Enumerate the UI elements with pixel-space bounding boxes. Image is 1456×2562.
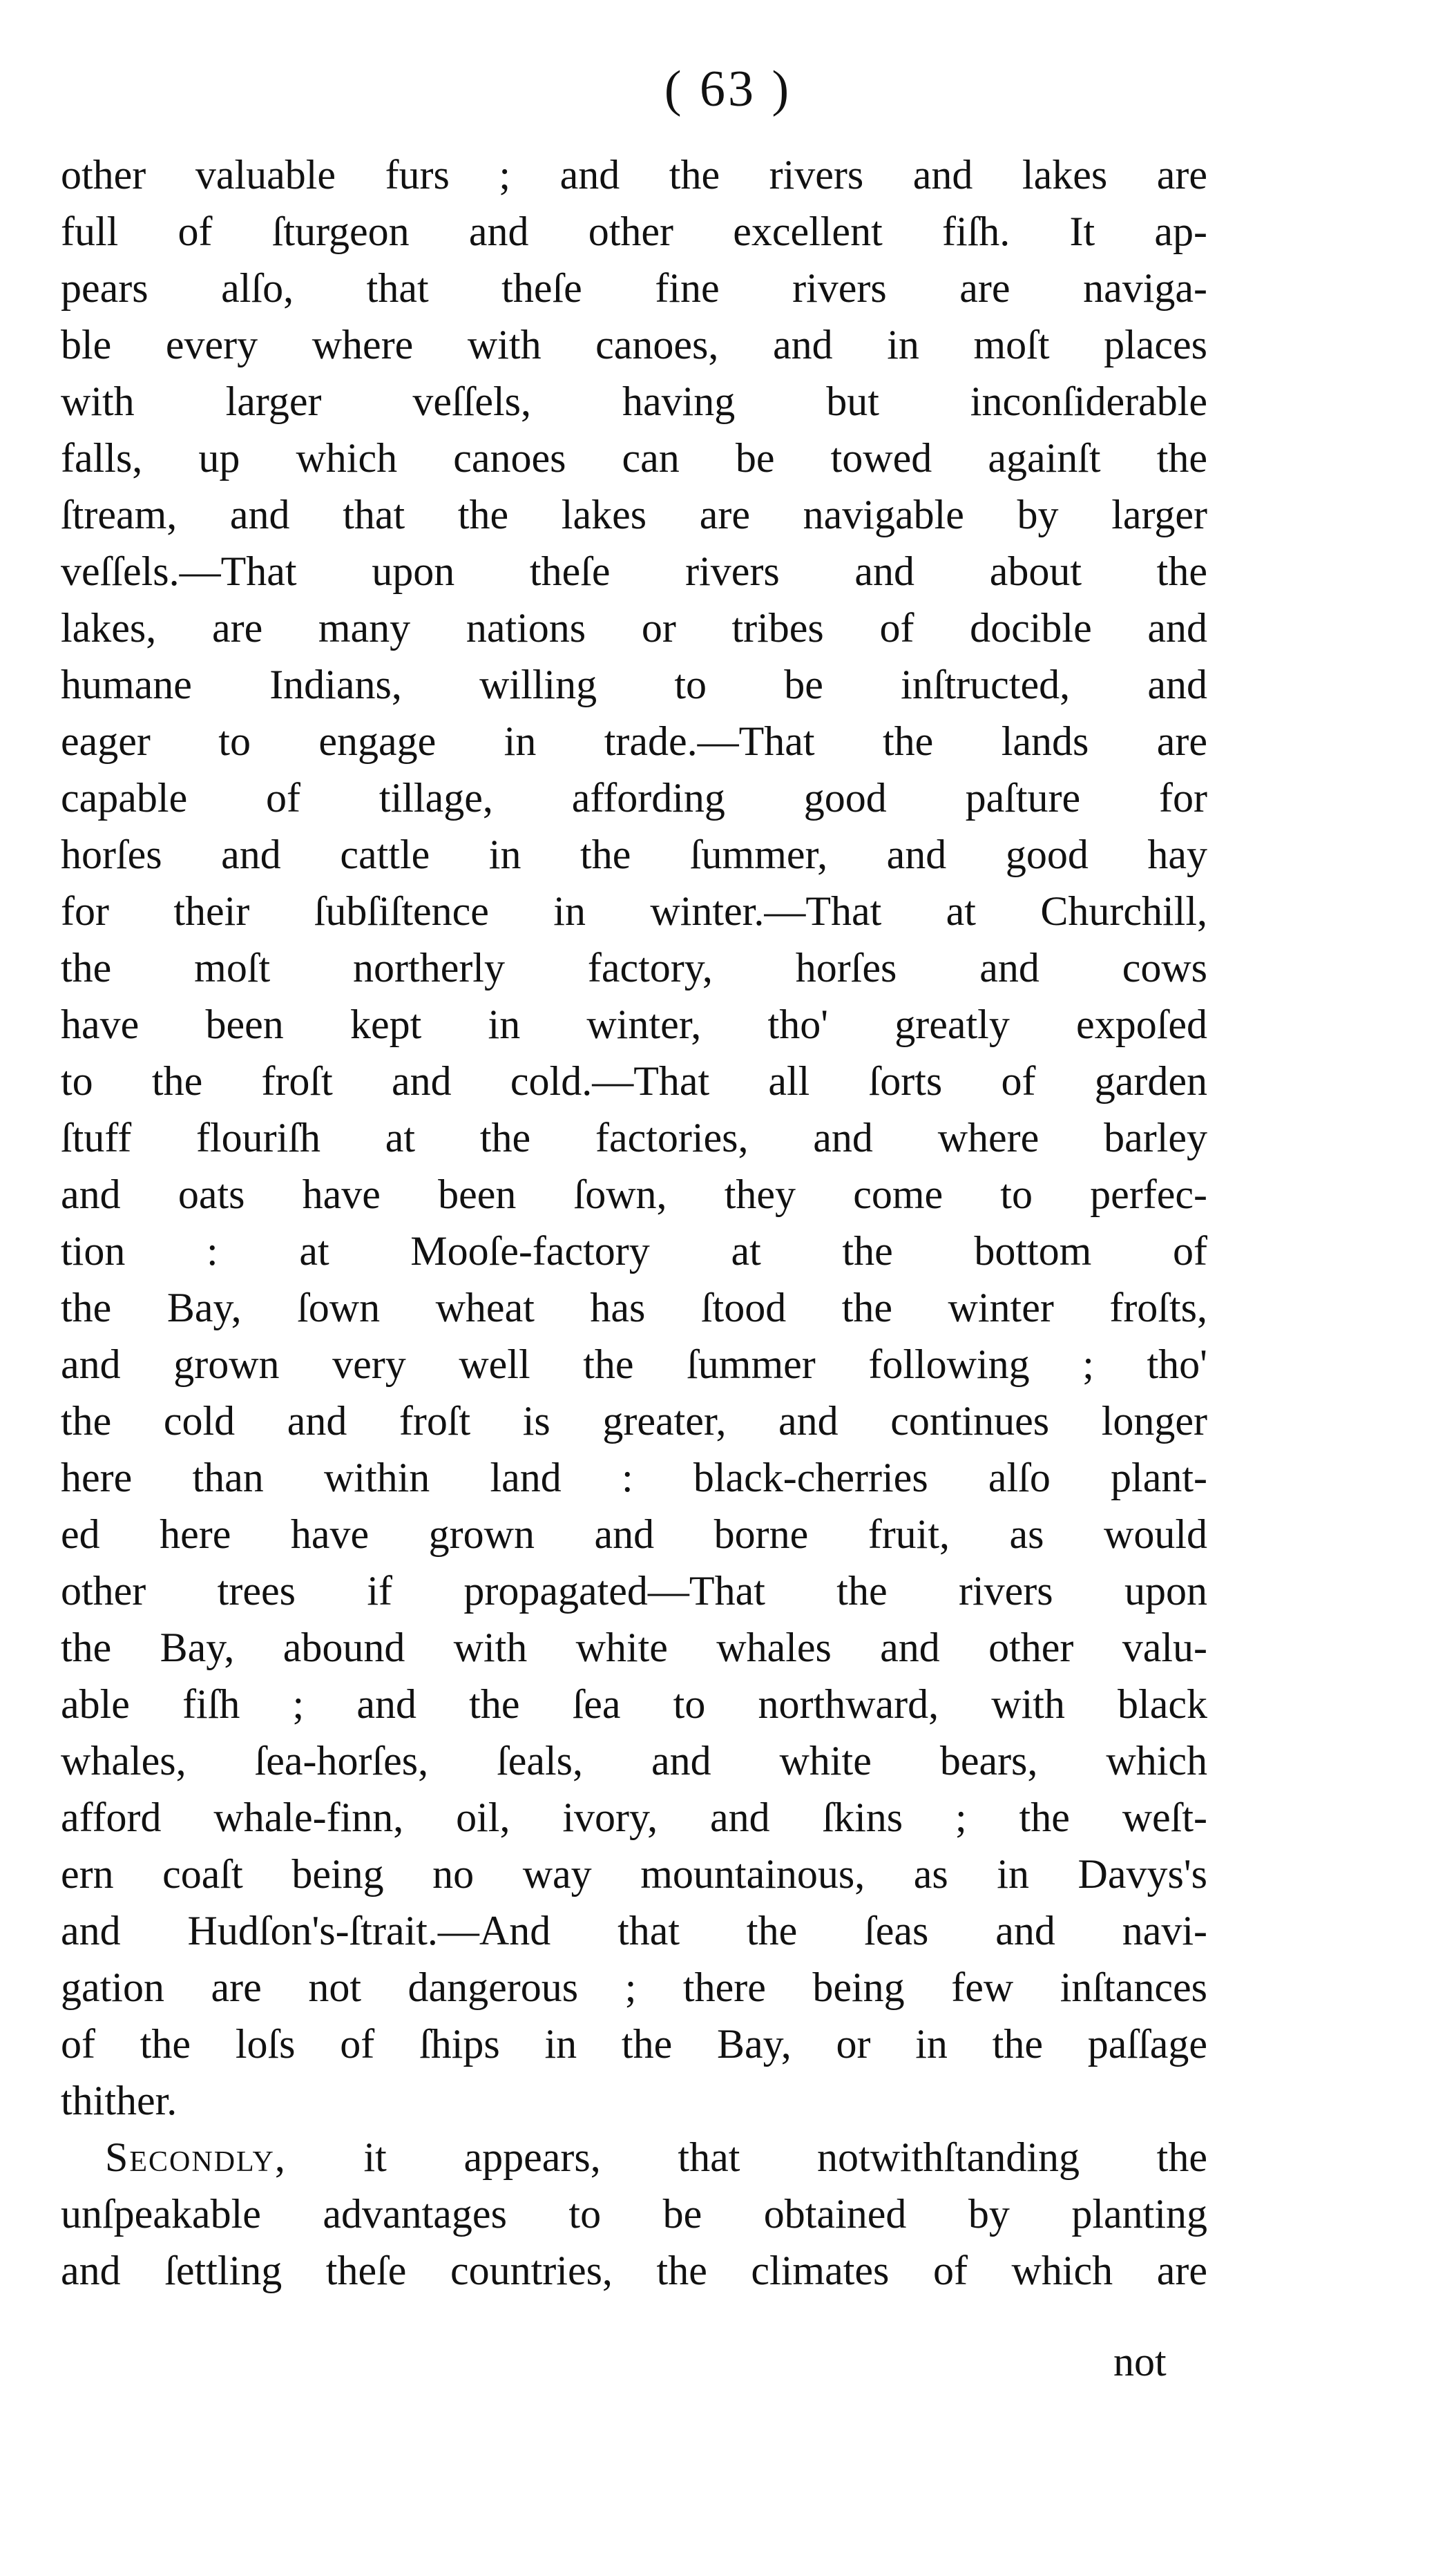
text-line: afford whale-finn, oil, ivory, and ſkins ; the weſt- xyxy=(61,1795,1207,1840)
text-line: capable of tillage, affording good paſture for xyxy=(61,775,1207,821)
text-line: for their ſubſiſtence in winter.—That at Churchill, xyxy=(61,888,1207,934)
paragraph-opening-text: it appears, that notwithſtanding the xyxy=(286,2134,1207,2180)
text-line: humane Indians, willing to be inſtructed, and xyxy=(61,662,1207,707)
body-text xyxy=(61,146,1207,2299)
text-line: eager to engage in trade.—That the lands are xyxy=(61,718,1207,764)
text-line: with larger veſſels, having but inconſiderable xyxy=(61,379,1207,424)
text-line: the cold and froſt is greater, and continues longer xyxy=(61,1398,1207,1444)
paragraph-opening-line xyxy=(61,2129,1207,2186)
text-line: gation are not dangerous ; there being few inſtances xyxy=(61,1964,1207,2010)
text-line: tion : at Mooſe-factory at the bottom of xyxy=(61,1228,1207,1274)
text-line: and oats have been ſown, they come to perfec- xyxy=(61,1172,1207,1217)
text-line: ed here have grown and borne fruit, as would xyxy=(61,1511,1207,1557)
text-line: the Bay, abound with white whales and other valu- xyxy=(61,1625,1207,1670)
text-line: ern coaſt being no way mountainous, as in Davys's xyxy=(61,1851,1207,1897)
text-line: horſes and cattle in the ſummer, and good hay xyxy=(61,832,1207,877)
text-line: veſſels.—That upon theſe rivers and about the xyxy=(61,548,1207,594)
text-line: ſtuff flouriſh at the factories, and where barley xyxy=(61,1115,1207,1160)
text-line: and Hudſon's-ſtrait.—And that the ſeas and navi- xyxy=(61,1908,1207,1953)
text-line: to the froſt and cold.—That all ſorts of garden xyxy=(61,1058,1207,1104)
text-line: and grown very well the ſummer following ; tho' xyxy=(61,1341,1207,1387)
text-line: here than within land : black-cherries alſo plant- xyxy=(61,1455,1207,1500)
text-line: full of ſturgeon and other excellent fiſh. It ap- xyxy=(61,209,1207,254)
page-number: ( 63 ) xyxy=(664,61,792,117)
text-line: ble every where with canoes, and in moſt places xyxy=(61,322,1207,367)
text-line: other trees if propagated—That the rivers upon xyxy=(61,1568,1207,1614)
text-line: have been kept in winter, tho' greatly expoſed xyxy=(61,1002,1207,1047)
text-line: the Bay, ſown wheat has ſtood the winter froſts, xyxy=(61,1285,1207,1330)
text-line: thither. xyxy=(61,2078,178,2123)
text-line: of the loſs of ſhips in the Bay, or in the paſſage xyxy=(61,2021,1207,2067)
text-line: other valuable furs ; and the rivers and lakes are xyxy=(61,152,1207,198)
text-line: pears alſo, that theſe fine rivers are naviga- xyxy=(61,265,1207,311)
text-line: unſpeakable advantages to be obtained by planting xyxy=(61,2191,1207,2237)
text-line: able fiſh ; and the ſea to northward, with black xyxy=(61,1681,1207,1727)
text-line: ſtream, and that the lakes are navigable by larger xyxy=(61,492,1207,537)
catchword: not xyxy=(1113,2339,1167,2384)
text-line: lakes, are many nations or tribes of docible and xyxy=(61,605,1207,651)
text-line: the moſt northerly factory, horſes and cows xyxy=(61,945,1207,991)
text-line: whales, ſea-horſes, ſeals, and white bears, which xyxy=(61,1738,1207,1784)
text-line: and ſettling theſe countries, the climates of which are xyxy=(61,2248,1207,2293)
text-line: falls, up which canoes can be towed againſt the xyxy=(61,435,1207,481)
paragraph-lead-word: Secondly, xyxy=(105,2134,287,2180)
